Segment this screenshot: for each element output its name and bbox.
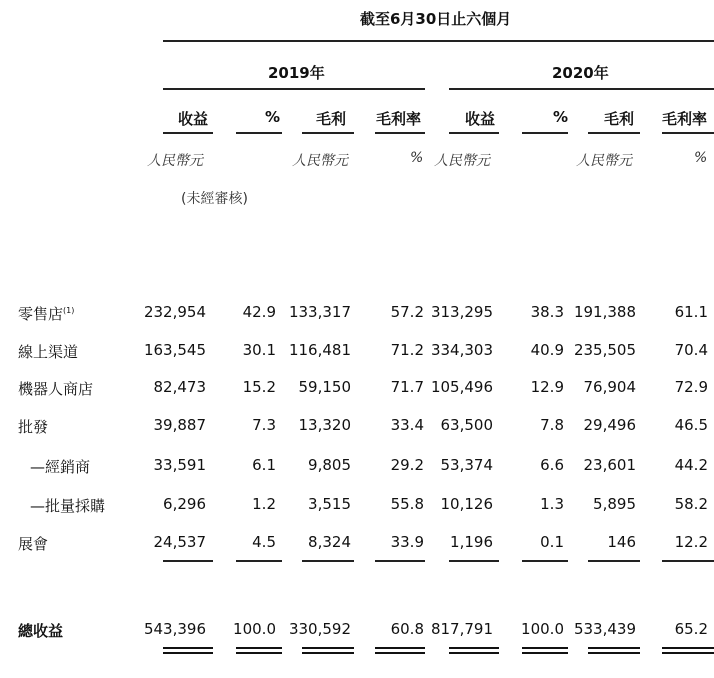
col-header-revenue-2019: 收益 — [178, 110, 209, 128]
row-label-robot-stores: 機器人商店 — [18, 380, 94, 398]
cell: 10,126 — [440, 495, 493, 513]
col-header-pct-2019: % — [265, 108, 281, 126]
cell: 23,601 — [583, 456, 636, 474]
col-rule — [662, 132, 714, 134]
col-header-margin-2019: 毛利率 — [376, 110, 422, 128]
subtotal-rule — [588, 560, 640, 562]
cell: 9,805 — [308, 456, 351, 474]
subtotal-rule — [236, 560, 282, 562]
cell: 82,473 — [153, 378, 206, 396]
unit-margin-2020: % — [694, 150, 708, 166]
cell: 24,537 — [153, 533, 206, 551]
total-cell: 100.0 — [521, 620, 564, 638]
cell: 46.5 — [674, 416, 708, 434]
cell: 12.2 — [674, 533, 708, 551]
cell: 15.2 — [242, 378, 276, 396]
subtotal-rule — [302, 560, 354, 562]
total-double-rule — [375, 647, 425, 654]
cell: 4.5 — [252, 533, 276, 551]
year-2019-rule — [163, 88, 425, 90]
cell: 61.1 — [674, 303, 708, 321]
subtotal-rule — [449, 560, 499, 562]
total-double-rule — [449, 647, 499, 654]
col-header-revenue-2020: 收益 — [465, 110, 496, 128]
cell: 72.9 — [674, 378, 708, 396]
col-header-gross-profit-2019: 毛利 — [316, 110, 347, 128]
cell: 191,388 — [573, 303, 636, 321]
cell: 163,545 — [143, 341, 206, 359]
total-cell: 65.2 — [674, 620, 708, 638]
period-header: 截至6月30日止六個月 — [360, 10, 512, 28]
unit-margin-2019: % — [410, 150, 424, 166]
cell: 334,303 — [430, 341, 493, 359]
cell: 76,904 — [583, 378, 636, 396]
cell: 38.3 — [530, 303, 564, 321]
cell: 1,196 — [450, 533, 493, 551]
total-cell: 60.8 — [390, 620, 424, 638]
cell: 105,496 — [430, 378, 493, 396]
cell: 133,317 — [288, 303, 351, 321]
col-rule — [236, 132, 282, 134]
cell: 59,150 — [298, 378, 351, 396]
col-header-margin-2020: 毛利率 — [662, 110, 708, 128]
col-header-pct-2020: % — [553, 108, 569, 126]
cell: 13,320 — [298, 416, 351, 434]
cell: 33,591 — [153, 456, 206, 474]
cell: 40.9 — [530, 341, 564, 359]
cell: 12.9 — [530, 378, 564, 396]
total-cell: 330,592 — [288, 620, 351, 638]
total-double-rule — [163, 647, 213, 654]
cell: 3,515 — [308, 495, 351, 513]
cell: 6.6 — [540, 456, 564, 474]
cell: 33.9 — [390, 533, 424, 551]
cell: 58.2 — [674, 495, 708, 513]
cell: 116,481 — [288, 341, 351, 359]
cell: 146 — [607, 533, 636, 551]
cell: 1.2 — [252, 495, 276, 513]
row-label-bulk-purchase: —批量採購 — [30, 497, 106, 515]
row-label-distributors: —經銷商 — [30, 458, 91, 476]
row-label-retail-stores: 零售店$^{(1)}$ — [18, 305, 75, 323]
unit-gross-profit-2020: 人民幣元 — [576, 153, 632, 169]
subtotal-rule — [522, 560, 568, 562]
row-label-exhibitions: 展會 — [18, 535, 49, 553]
cell: 70.4 — [674, 341, 708, 359]
cell: 71.7 — [390, 378, 424, 396]
total-cell: 817,791 — [430, 620, 493, 638]
cell: 8,324 — [308, 533, 351, 551]
cell: 6.1 — [252, 456, 276, 474]
cell: 63,500 — [440, 416, 493, 434]
subtotal-rule — [662, 560, 714, 562]
total-double-rule — [662, 647, 714, 654]
row-label-online-channels: 線上渠道 — [18, 343, 79, 361]
year-2020-rule — [449, 88, 714, 90]
cell: 5,895 — [593, 495, 636, 513]
unit-revenue-2019: 人民幣元 — [147, 153, 203, 169]
total-double-rule — [588, 647, 640, 654]
year-2020-header: 2020年 — [552, 64, 609, 82]
total-double-rule — [236, 647, 282, 654]
row-label-total-revenue: 總收益 — [18, 622, 64, 640]
cell: 57.2 — [390, 303, 424, 321]
cell: 29,496 — [583, 416, 636, 434]
col-rule — [588, 132, 640, 134]
header-rule — [163, 40, 714, 42]
row-label-wholesale: 批發 — [18, 418, 49, 436]
cell: 7.3 — [252, 416, 276, 434]
total-cell: 100.0 — [233, 620, 276, 638]
col-rule — [302, 132, 354, 134]
cell: 42.9 — [242, 303, 276, 321]
unit-gross-profit-2019: 人民幣元 — [292, 153, 348, 169]
year-2019-header: 2019年 — [268, 64, 325, 82]
cell: 29.2 — [390, 456, 424, 474]
cell: 313,295 — [430, 303, 493, 321]
col-header-gross-profit-2020: 毛利 — [604, 110, 635, 128]
total-cell: 543,396 — [143, 620, 206, 638]
col-rule — [522, 132, 568, 134]
total-cell: 533,439 — [573, 620, 636, 638]
col-rule — [449, 132, 499, 134]
cell: 55.8 — [390, 495, 424, 513]
unit-revenue-2020: 人民幣元 — [434, 153, 490, 169]
total-double-rule — [522, 647, 568, 654]
cell: 44.2 — [674, 456, 708, 474]
total-double-rule — [302, 647, 354, 654]
col-rule — [375, 132, 425, 134]
cell: 232,954 — [143, 303, 206, 321]
cell: 30.1 — [242, 341, 276, 359]
cell: 0.1 — [540, 533, 564, 551]
cell: 53,374 — [440, 456, 493, 474]
cell: 39,887 — [153, 416, 206, 434]
cell: 33.4 — [390, 416, 424, 434]
cell: 71.2 — [390, 341, 424, 359]
col-rule — [163, 132, 213, 134]
cell: 7.8 — [540, 416, 564, 434]
unaudited-note: (未經審核) — [181, 191, 248, 207]
cell: 235,505 — [573, 341, 636, 359]
cell: 1.3 — [540, 495, 564, 513]
cell: 6,296 — [163, 495, 206, 513]
subtotal-rule — [163, 560, 213, 562]
subtotal-rule — [375, 560, 425, 562]
